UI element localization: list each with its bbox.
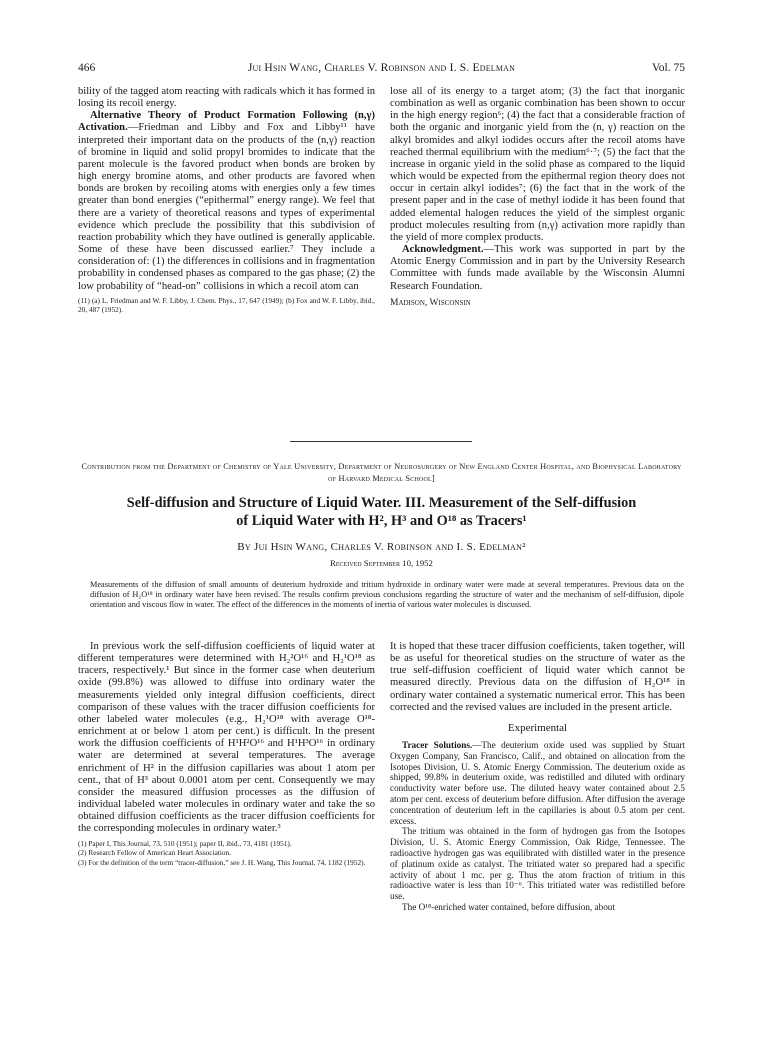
page-number: 466 [78,62,96,74]
footnote: (3) For the definition of the term “tracer-diffusion,” see J. H. Wang, This Journal, 74, 1182 (1952). [78,857,366,867]
section-heading: Experimental [507,721,568,734]
paragraph [78,110,375,292]
paragraph-text: —The deuterium oxide used was supplied by Stuart Oxygen Company, San Francisco, Calif., and obtained on allocation from the Isotopes Division, U. S. Atomic Energy Commission. The deuterium oxide as shipped, 99.8% in deuterium oxide, was redistilled and diluted with ordinary conductivity water before use. The diluted heavy water contained about 2.5 atom per cent. excess of deuterium before diffusion. After diffusion the average concentration of deuterium left in the capillaries is about 0.5 atom per cent. excess. [390,740,685,826]
section-divider [290,441,472,442]
byline: By Jui Hsin Wang, Charles V. Robinson and I. S. Edelman² [237,541,526,553]
footnote: (1) Paper I, This Journal, 73, 510 (1951); paper II, ibid., 73, 4181 (1951). [78,838,292,848]
volume-label: Vol. 75 [651,62,685,74]
paragraph: In previous work the self-diffusion coefficients of liquid water at different temperatures were determined with H₂²O¹⁶ and H₂¹O¹⁸ as tracers, respectively.¹ But since in the former case when deuterium oxide (99.8%) was allowed to diffuse into ordinary water the measurements yielded only integral diffusion coefficients, direct comparison of these values with the tracer diffusion coefficients for other labeled water molecules (e.g., H₂¹O¹⁸ with average O¹⁸-enrichment at or below 1 atom per cent.) is difficult. In the present work the diffusion coefficients of H¹H²O¹⁶ and H¹H³O¹⁶ in ordinary water are determined at several temperatures. The average enrichment of H² in the diffusion capillaries was about 1 atom per cent., that of H³ about 0.0001 atom per cent. Consequently we may consider the measured diffusion processes as the diffusion of individual labeled water molecules in ordinary water and take the so obtained diffusion coefficients as the tracer diffusion coefficients for the corresponding molecules in ordinary water.³ [78,641,375,835]
footnote: (11) (a) L. Friedman and W. F. Libby, J. Chem. Phys., 17, 647 (1949); (b) Fox and W. F. Libby, ibid., 20, 487 (1952). [78,295,375,315]
run-in-heading: Alternative Theory of Product Formation Following (n,γ) Activation. [78,110,375,134]
top-left-column [78,86,375,315]
running-header [78,62,685,78]
paragraph: lose all of its energy to a target atom; (3) the fact that inorganic combination as well as organic combination has been shown to occur in the high energy region⁶; (4) the fact that a considerable fraction of both the organic and inorganic yield from the (n, γ) reaction on the alkyl bromides and alkyl iodides occurs after the recoil atoms have reached thermal equilibrium with the medium⁶·⁷; (5) the fact that the increase in organic yield in the solid phase as compared to the liquid which would be expected from the epithermal region theory does not occur in certain alkyl iodides⁷; (6) the fact that in the work of the present paper and in the case of methyl iodide it has been found that added elemental halogen reduces the yield of the simplest organic product molecules resulting from (n,γ) activation more rapidly than the yield of more complex products. [390,86,685,243]
article-title [78,494,685,530]
paragraph-text: —This work was supported in part by the Atomic Energy Commission and in part by the University Research Committee with funds made available by the Wisconsin Alumni Research Foundation. [390,244,685,292]
bottom-left-column [78,641,375,867]
paragraph-text: —Friedman and Libby and Fox and Libby¹¹ have interpreted their important data on the products of the (n,γ) reaction of bromine in liquid and solid propyl bromides to indicate that the parent molecule is the favored product when bonds are broken by high energy bromine atoms, and other products are favored when bonds are broken by recoiling atoms with energies only a few times greater than bond energies (“epithermal” energy range). We feel that there are a variety of theoretical reasons and types of experimental evidence which preclude the possibility that this subdivision of reaction probability which they have outlined is generally applicable. Some of these have been discussed earlier.⁷ They include a consideration of: (1) the differences in collisions and in fragmentation probability in condensed phases as compared to the gas phase; (2) the low probability of “head-on” collisions in which a recoil atom can [78,122,375,292]
run-in-heading: Acknowledgment. [402,244,484,256]
paragraph: The O¹⁸-enriched water contained, before diffusion, about [402,902,615,913]
location: Madison, Wisconsin [390,297,471,308]
running-head: Jui Hsin Wang, Charles V. Robinson and I. S. Edelman [247,62,516,74]
paragraph: bility of the tagged atom reacting with radicals which it has formed in losing its recoil energy. [78,86,375,110]
contribution-line: Contribution from the Department of Chemistry of Yale University, Department of Neurosurgery of New England Center Hospital, and Biophysical Laboratory of Harvard Medical School] [81,462,682,483]
paragraph: It is hoped that these tracer diffusion coefficients, taken together, will be as useful for theoretical studies on the structure of water as the true self-diffusion coefficient of liquid water which cannot be measured directly. Previous data on the diffusion of H₂O¹⁸ in ordinary water contained a systematic numerical error. This has been corrected and the revised values are included in the present article. [390,641,685,713]
run-in-heading: Tracer Solutions. [402,740,473,751]
paragraph [390,244,685,293]
title-line: Self-diffusion and Structure of Liquid Water. III. Measurement of the Self-diffusion [126,495,637,511]
footnote: (2) Research Fellow of American Heart Association. [78,848,231,857]
abstract: Measurements of the diffusion of small amounts of deuterium hydroxide and tritium hydroxide in ordinary water were made at several temperatures. Previous data on the diffusion of H₂O¹⁸ in ordinary water have been revised. The results confirm previous conclusions regarding the structure of water and the mechanism of self-diffusion, dipole orientation and viscous flow in water. The effect of the differences in the moments of inertia of various water molecules is discussed. [90,580,684,610]
bottom-right-column [390,641,685,913]
title-line: of Liquid Water with H², H³ and O¹⁸ as Tracers¹ [236,513,527,529]
paragraph [390,740,685,826]
top-right-column [390,86,685,309]
received-date: Received September 10, 1952 [330,558,433,568]
paragraph: The tritium was obtained in the form of hydrogen gas from the Isotopes Division, U. S. Atomic Energy Commission, Oak Ridge, Tennessee. The radioactive hydrogen gas was equilibrated with distilled water in the presence of platinum oxide as catalyst. The tritiated water so prepared had a specific activity of about 1 mc. per g. Thus the atom fraction of tritium in this radioactive water is less than 10⁻⁶. This tritiated water was redistilled before use. [390,826,685,902]
